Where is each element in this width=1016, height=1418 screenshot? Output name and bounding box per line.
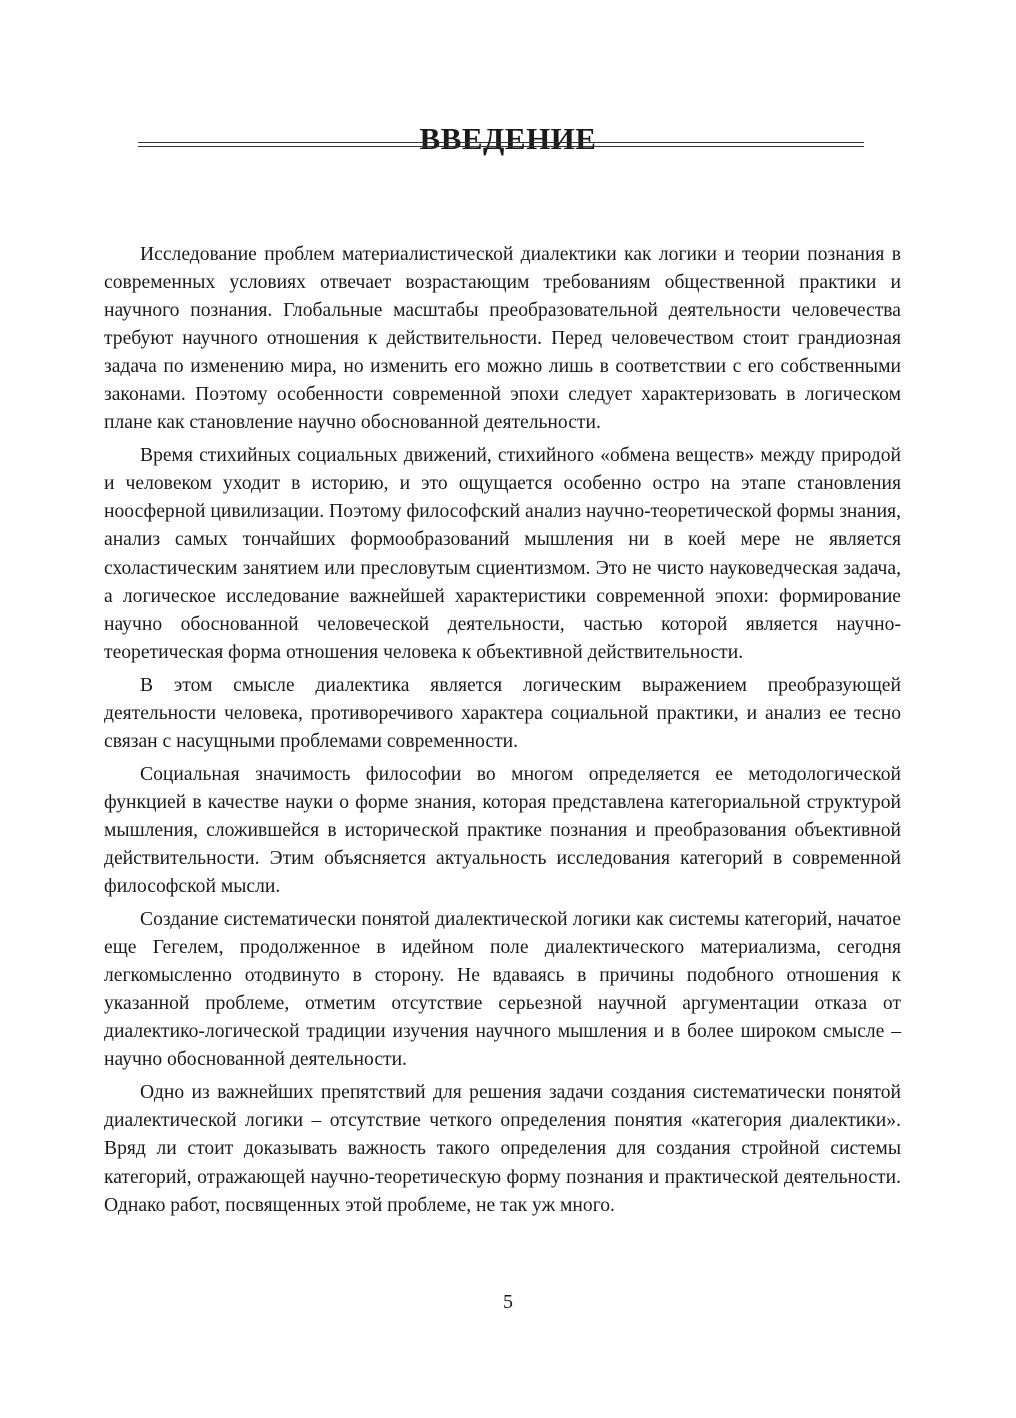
paragraph: В этом смысле диалектика является логическим выражением преобразующей деятельности человека, противоречивого характера социальной практики, и анализ ее тесно связан с насущными проблемами современности. <box>104 674 901 752</box>
paragraph: Время стихийных социальных движений, стихийного «обмена веществ» между природой и человеком уходит в историю, и это ощущается особенно остро на этапе становления ноосферной цивилизации. Поэтому философский анализ научно-теоретической формы знания, анализ самых тончайших формообразований мышления ни в коей мере не является схоластическим занятием или пресловутым сциентизмом. Это не чисто науковедческая задача, а логическое исследование важнейшей характеристики современной эпохи: формирование научно обоснованной человеческой деятельности, частью которой является научно-теоретическая форма отношения человека к объективной действительности. <box>104 445 901 663</box>
paragraph: Исследование проблем материалистической диалектики как логики и теории познания в современных условиях отвечает возрастающим требованиям общественной практики и научного познания. Глобальные масштабы преобразовательной деятельности человечества требуют научного отношения к действительности. Перед человечеством стоит грандиозная задача по изменению мира, но изменить его можно лишь в соответствии с его собственными законами. Поэтому особенности современной эпохи следует характеризовать в логическом плане как становление научно обоснованной деятельности. <box>104 244 901 434</box>
title-rule-top <box>138 142 864 143</box>
title-rule-bottom <box>138 146 864 147</box>
body-text <box>104 241 901 1225</box>
paragraph: Создание систематически понятой диалектической логики как системы категорий, начатое еще Гегелем, продолженное в идейном поле диалектического материализма, сегодня легкомысленно отодвинуто в сторону. Не вдаваясь в причины подобного отношения к указанной проблеме, отметим отсутствие серьезной научной аргументации отказа от диалектико-логической традиции изучения научного мышления и в более широком смысле – научно обоснованной деятельности. <box>104 909 901 1071</box>
page-number: 5 <box>503 1291 513 1313</box>
paragraph: Социальная значимость философии во многом определяется ее методологической функцией в качестве науки о форме знания, которая представлена категориальной структурой мышления, сложившейся в исторической практике познания и преобразования объективной действительности. Этим объясняется актуальность исследования категорий в современной философской мысли. <box>104 763 901 898</box>
page-title: ВВЕДЕНИЕ <box>419 120 597 156</box>
paragraph: Одно из важнейших препятствий для решения задачи создания систематически понятой диалектической логики – отсутствие четкого определения понятия «категория диалектики». Вряд ли стоит доказывать важность такого определения для создания стройной системы категорий, отражающей научно-теоретическую форму познания и практической деятельности. Однако работ, посвященных этой проблеме, не так уж много. <box>104 1082 901 1216</box>
